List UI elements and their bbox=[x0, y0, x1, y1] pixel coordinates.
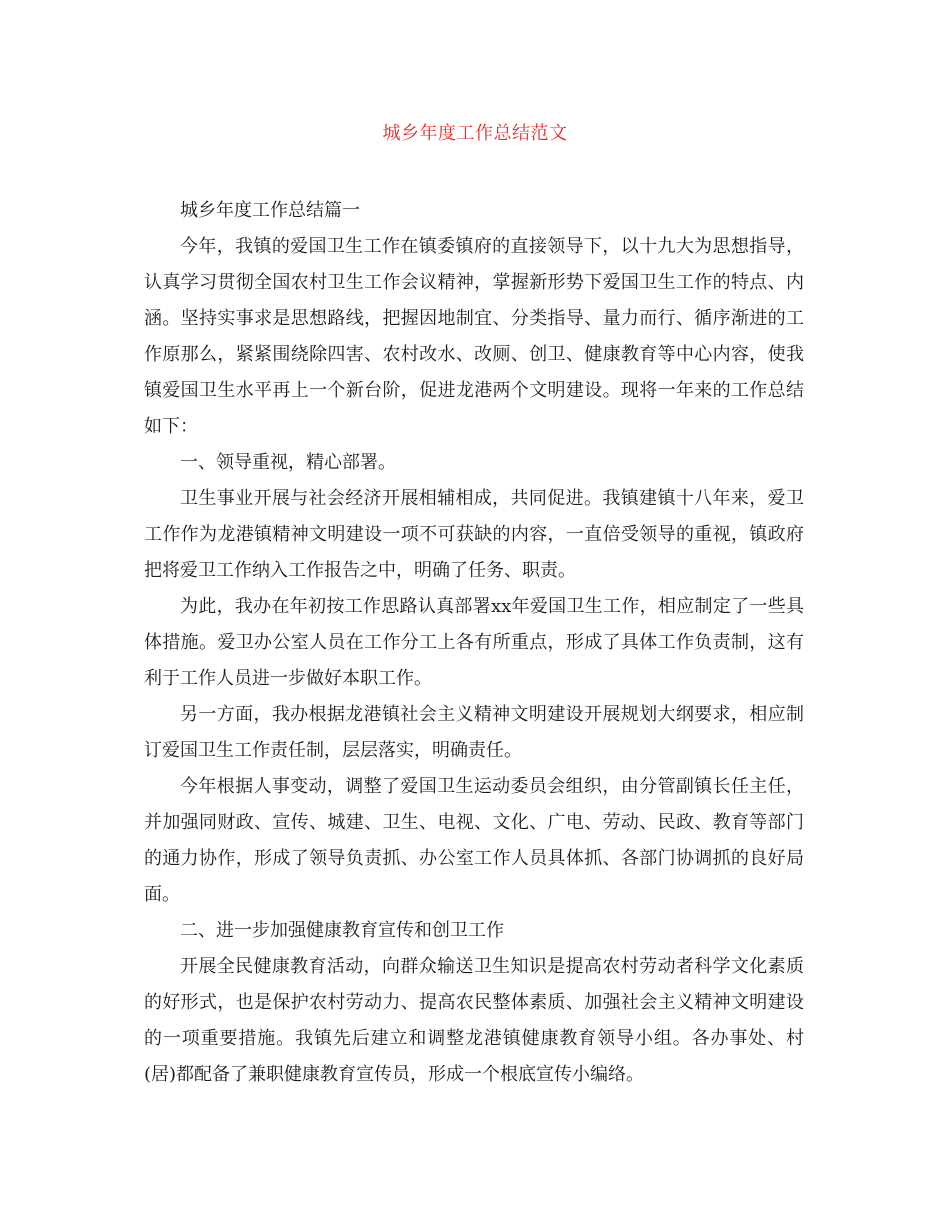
body-paragraph: 今年根据人事变动，调整了爱国卫生运动委员会组织，由分管副镇长任主任，并加强同财政、宣传、城建、卫生、电视、文化、广电、劳动、民政、教育等部门的通力协作，形成了领导负责抓、办公室工作人员具体抓、各部门协调抓的良好局面。 bbox=[144, 776, 804, 905]
body-paragraph: 卫生事业开展与社会经济开展相辅相成，共同促进。我镇建镇十八年来，爱卫工作作为龙港镇精神文明建设一项不可获缺的内容，一直倍受领导的重视，镇政府把将爱卫工作纳入工作报告之中，明确了任务、职责。 bbox=[144, 488, 804, 581]
document-title: 城乡年度工作总结范文 bbox=[382, 123, 568, 144]
body-paragraph: 开展全民健康教育活动，向群众输送卫生知识是提高农村劳动者科学文化素质的好形式，也是保护农村劳动力、提高农民整体素质、加强社会主义精神文明建设的一项重要措施。我镇先后建立和调整龙港镇健康教育领导小组。各办事处、村(居)都配备了兼职健康教育宣传员，形成一个根底宣传小编络。 bbox=[144, 956, 804, 1085]
body-paragraph: 今年，我镇的爱国卫生工作在镇委镇府的直接领导下，以十九大为思想指导，认真学习贯彻全国农村卫生工作会议精神，掌握新形势下爱国卫生工作的特点、内涵。坚持实事求是思想路线，把握因地制宜、分类指导、量力而行、循序渐进的工作原那么，紧紧围绕除四害、农村改水、改厕、创卫、健康教育等中心内容，使我镇爱国卫生水平再上一个新台阶，促进龙港两个文明建设。现将一年来的工作总结如下： bbox=[144, 236, 804, 437]
section-heading: 一、领导重视，精心部署。 bbox=[180, 452, 396, 473]
body-paragraph: 另一方面，我办根据龙港镇社会主义精神文明建设开展规划大纲要求，相应制订爱国卫生工作责任制，层层落实，明确责任。 bbox=[144, 704, 804, 761]
body-paragraph: 为此，我办在年初按工作思路认真部署xx年爱国卫生工作，相应制定了一些具体措施。爱卫办公室人员在工作分工上各有所重点，形成了具体工作负责制，这有利于工作人员进一步做好本职工作。 bbox=[144, 596, 804, 689]
document-body bbox=[144, 193, 804, 1093]
section-heading: 城乡年度工作总结篇一 bbox=[180, 200, 360, 221]
section-heading: 二、进一步加强健康教育宣传和创卫工作 bbox=[180, 920, 504, 941]
